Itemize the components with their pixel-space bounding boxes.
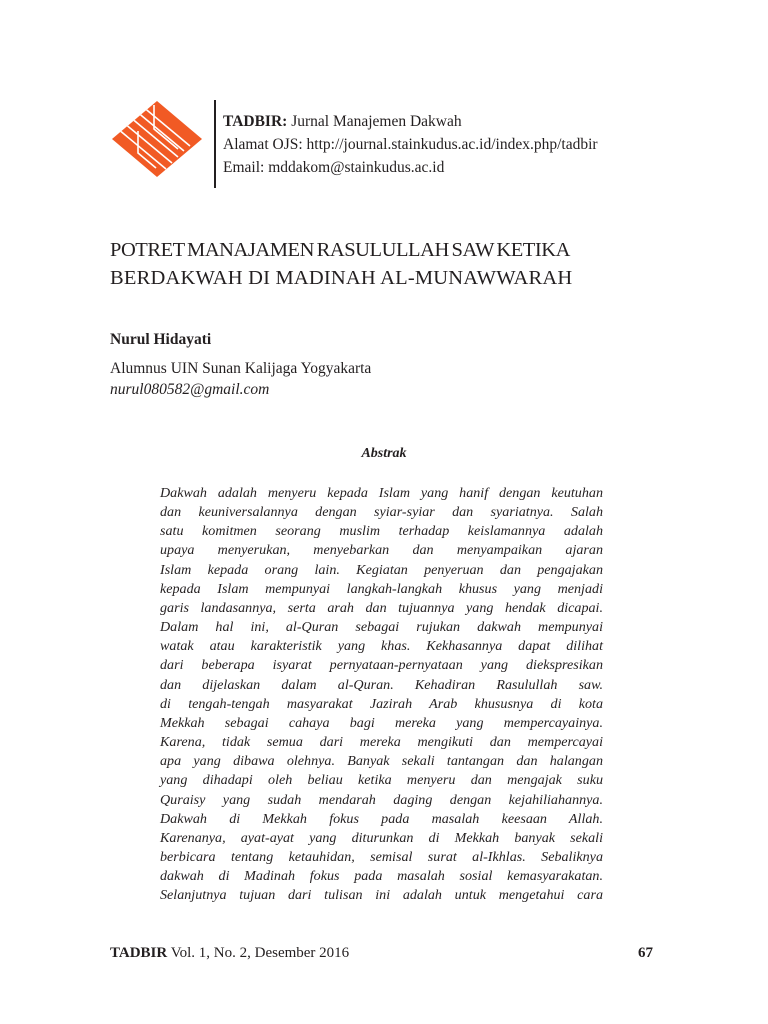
journal-email[interactable]: Email: mddakom@stainkudus.ac.id	[223, 159, 445, 176]
article-title	[110, 236, 572, 292]
header-divider	[214, 100, 216, 188]
abstract-line: Dakwah di Mekkah fokus pada masalah keesaan Allah.	[160, 810, 603, 827]
abstract-line: Mekkah sebagai cahaya bagi mereka yang mempercayainya.	[160, 714, 603, 731]
journal-info	[223, 110, 598, 179]
abstract-line: watak atau karakteristik yang khas. Kekhasannya dapat dilihat	[160, 638, 603, 655]
abstract-heading: Abstrak	[361, 446, 407, 461]
abstract-line: dan dijelaskan dalam al-Quran. Kehadiran Rasulullah saw.	[160, 676, 603, 693]
page-number: 67	[638, 945, 653, 961]
abstract-line: Quraisy yang sudah mendarah daging dengan kejahiliahannya.	[160, 791, 603, 808]
abstract-line: yang dihadapi oleh beliau ketika menyeru dan mengajak suku	[160, 772, 603, 789]
abstract-line: Dakwah adalah menyeru kepada Islam yang hanif dengan keutuhan	[160, 485, 603, 501]
abstract-line: dan keuniversalannya dengan syiar-syiar dan syariatnya. Salah	[160, 504, 603, 521]
diamond-lines-logo-icon	[112, 101, 202, 177]
author-affiliation: Alumnus UIN Sunan Kalijaga Yogyakarta	[110, 360, 372, 377]
article-title-line-2: BERDAKWAH DI MADINAH AL-MUNAWWARAH	[110, 267, 573, 289]
abstract-line: Dalam hal ini, al-Quran sebagai rujukan dakwah mempunyai	[160, 619, 603, 636]
author-details	[110, 358, 371, 400]
abstract-body	[160, 484, 603, 905]
footer-citation: TADBIR Vol. 1, No. 2, Desember 2016	[110, 945, 350, 961]
abstract-line: Selanjutnya tujuan dari tulisan ini adalah untuk mengetahui cara	[160, 887, 603, 904]
abstract-line: Islam kepada orang lain. Kegiatan penyeruan dan pengajakan	[160, 561, 603, 578]
abstract-line: kepada Islam mempunyai langkah-langkah khusus yang menjadi	[160, 580, 603, 597]
abstract-line: di tengah-tengah masyarakat Jazirah Arab khususnya di kota	[160, 695, 603, 712]
abstract-line: Karena, tidak semua dari mereka mengikuti dan mempercayai	[160, 734, 603, 751]
abstract-line: apa yang dibawa olehnya. Banyak sekali tantangan dan halangan	[160, 753, 603, 770]
abstract-line: berbicara tentang ketauhidan, semisal surat al-Ikhlas. Sebaliknya	[160, 848, 603, 865]
abstract-line: dari beberapa isyarat pernyataan-pernyataan yang diekspresikan	[160, 657, 603, 674]
abstract-line: garis landasannya, serta arah dan tujuannya yang hendak dicapai.	[160, 599, 603, 616]
abstract-line: upaya menyerukan, menyebarkan dan menyampaikan ajaran	[160, 542, 603, 559]
article-title-line-1: POTRET MANAJAMEN RASULULLAH SAW KETIKA	[110, 239, 570, 261]
author-email[interactable]: nurul080582@gmail.com	[110, 381, 270, 398]
abstract-line: satu komitmen seorang muslim terhadap keislamannya adalah	[160, 523, 603, 540]
abstract-line: Karenanya, ayat-ayat yang diturunkan di Mekkah banyak sekali	[160, 829, 603, 846]
abstract-line: dakwah di Madinah fokus pada masalah sosial kemasyarakatan.	[160, 868, 603, 885]
journal-ojs-address[interactable]: Alamat OJS: http://journal.stainkudus.ac.id/index.php/tadbir	[223, 136, 598, 153]
journal-name: TADBIR: Jurnal Manajemen Dakwah	[223, 113, 462, 130]
author-name: Nurul Hidayati	[110, 331, 212, 348]
